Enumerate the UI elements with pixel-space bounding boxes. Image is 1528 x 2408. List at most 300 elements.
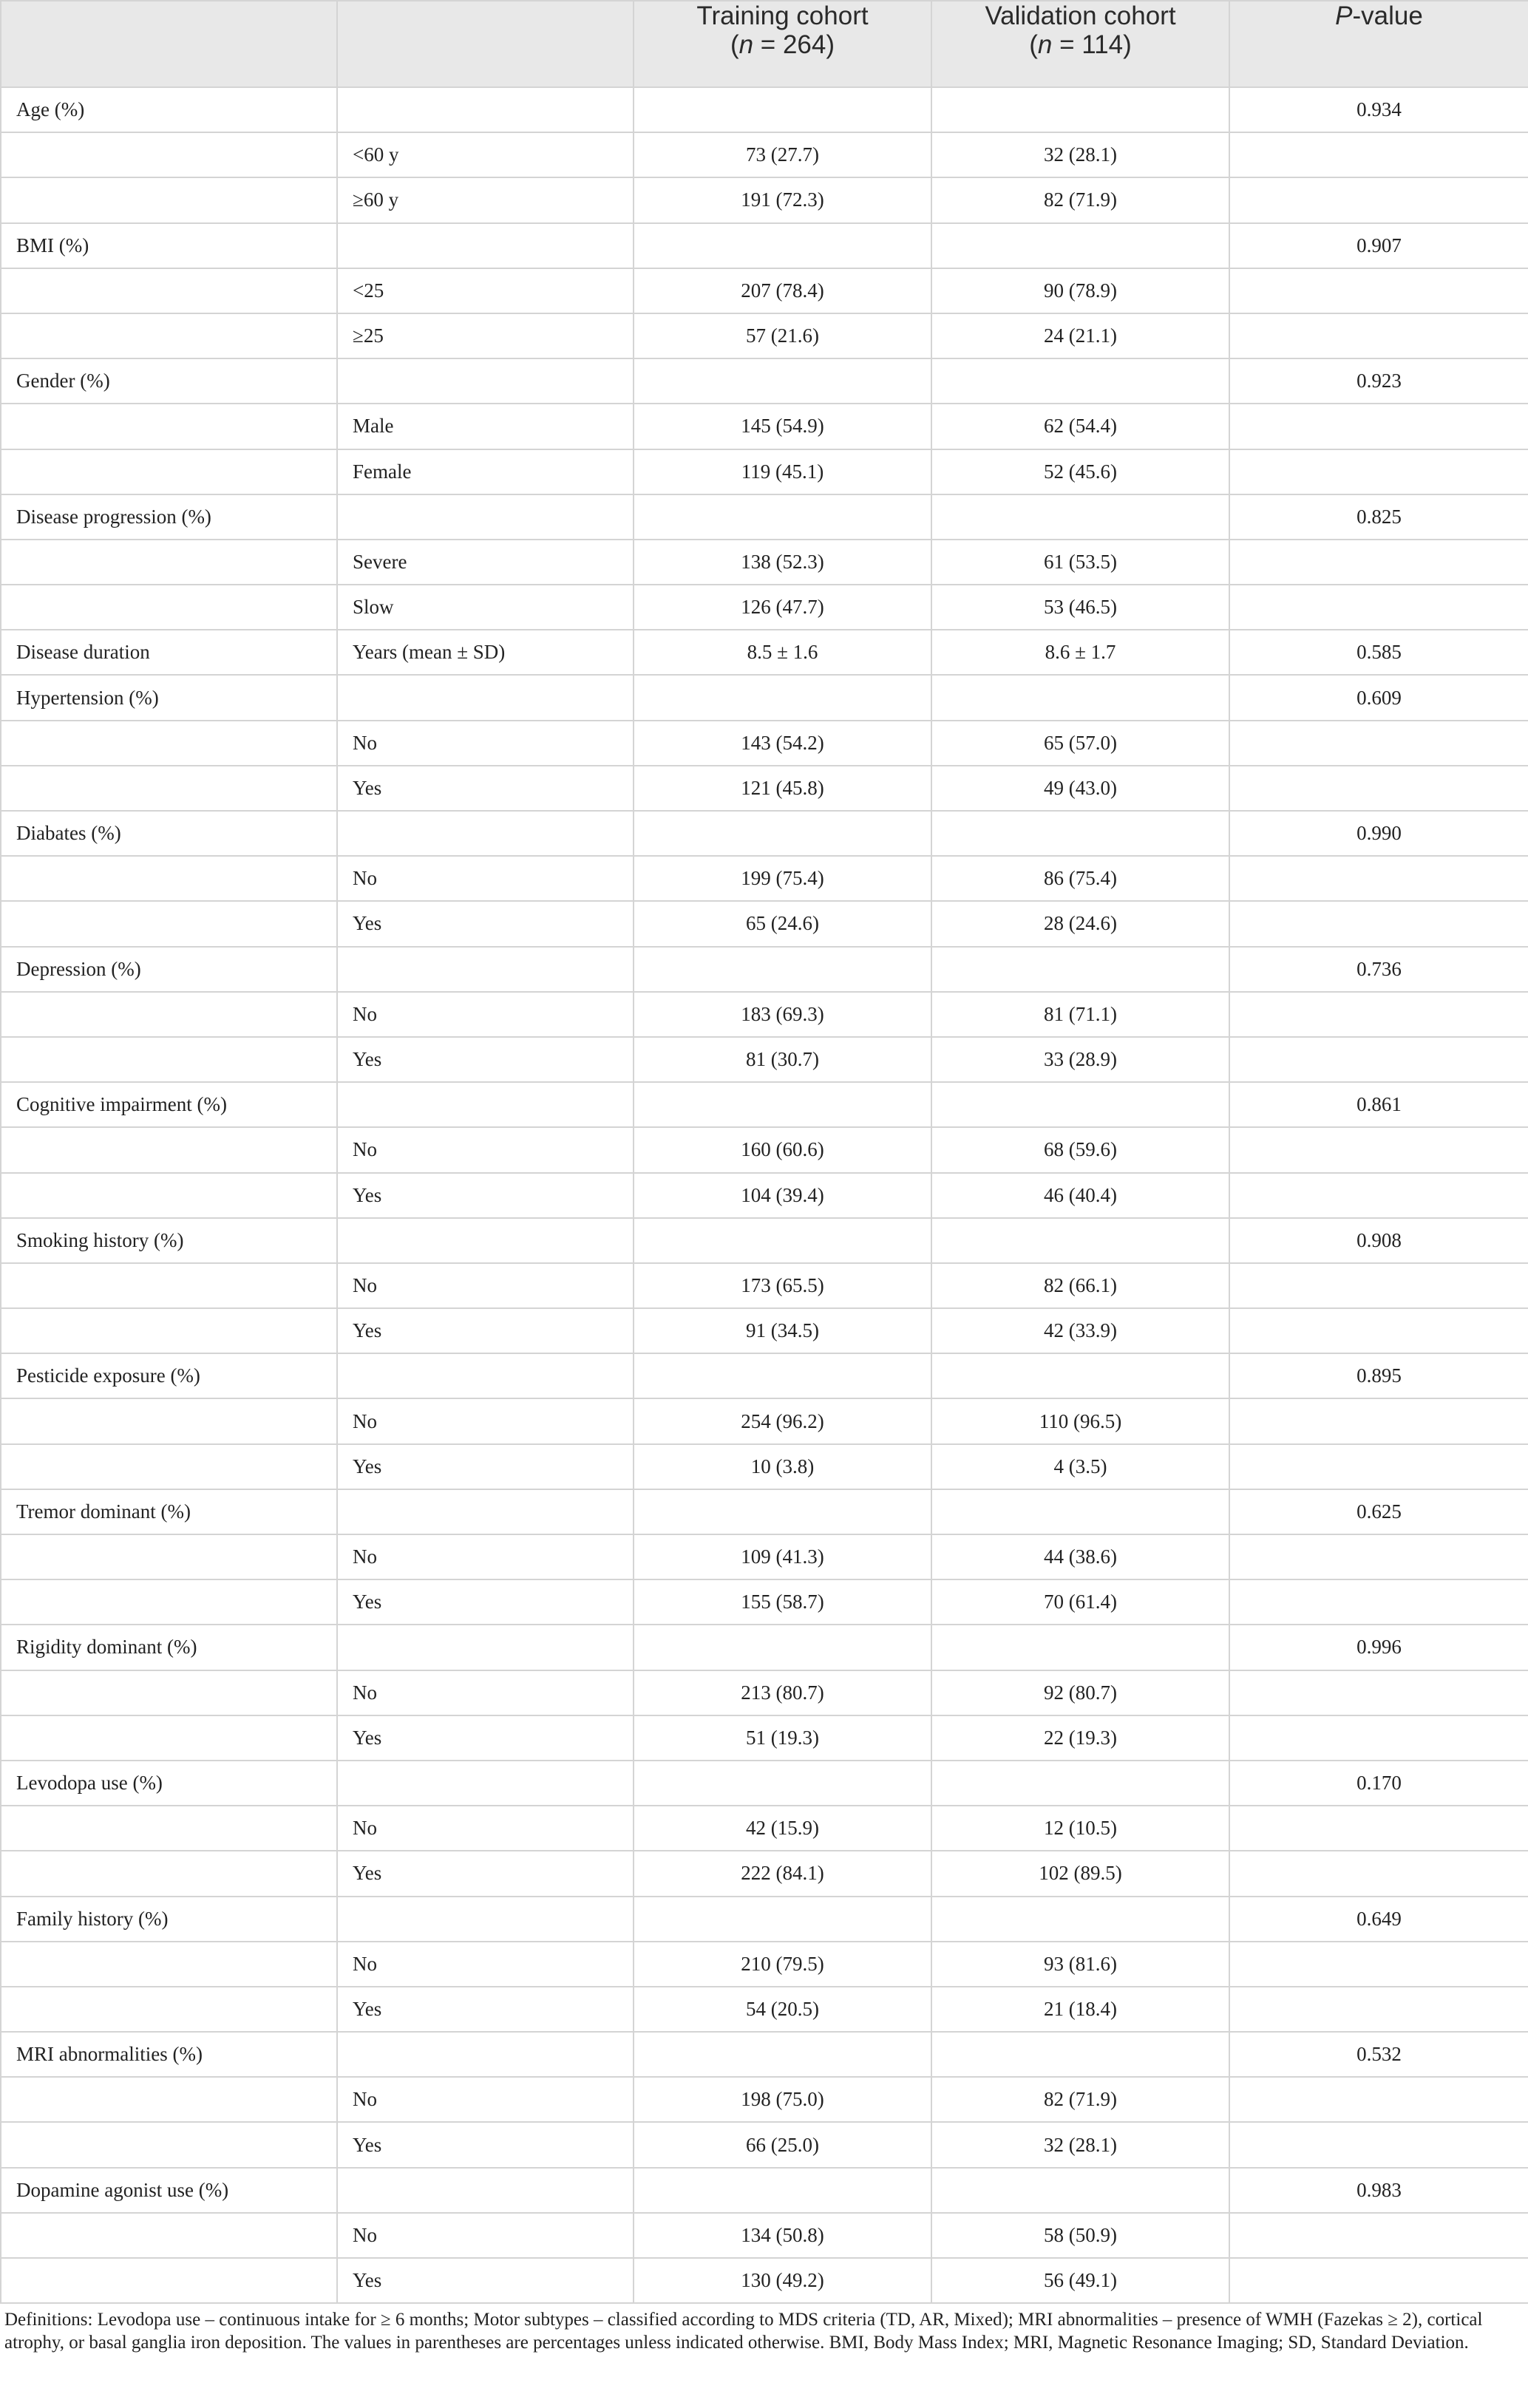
table-row (1, 268, 1528, 313)
subgroup-cell: Male (337, 404, 634, 449)
validation-value-cell: 49 (43.0) (931, 766, 1229, 811)
table-row (1, 1670, 1528, 1715)
p-value-cell (1229, 1942, 1528, 1987)
validation-value-cell: 102 (89.5) (931, 1851, 1229, 1896)
table-row (1, 1579, 1528, 1625)
subgroup-cell: Yes (337, 1579, 634, 1625)
validation-value-cell (931, 1761, 1229, 1806)
training-value-cell: 210 (79.5) (634, 1942, 931, 1987)
variable-cell (1, 1534, 337, 1579)
variable-cell (1, 313, 337, 358)
variable-cell: BMI (%) (1, 223, 337, 268)
table-row (1, 947, 1528, 992)
variable-cell: Dopamine agonist use (%) (1, 2168, 337, 2213)
table-row (1, 2077, 1528, 2122)
variable-cell (1, 1308, 337, 1353)
validation-n-open: ( (1029, 30, 1038, 59)
training-value-cell: 126 (47.7) (634, 585, 931, 630)
training-value-cell (634, 2168, 931, 2213)
subgroup-cell: Yes (337, 1444, 634, 1489)
training-value-cell: 66 (25.0) (634, 2122, 931, 2167)
training-value-cell (634, 675, 931, 720)
training-value-cell: 104 (39.4) (634, 1173, 931, 1218)
variable-cell (1, 1444, 337, 1489)
p-value-cell (1229, 268, 1528, 313)
table-row (1, 1173, 1528, 1218)
table-row (1, 2213, 1528, 2258)
p-value-cell: 0.625 (1229, 1489, 1528, 1534)
subgroup-cell (337, 358, 634, 404)
header-p-value (1229, 1, 1528, 87)
variable-cell (1, 132, 337, 177)
table-row (1, 358, 1528, 404)
variable-cell (1, 1127, 337, 1172)
subgroup-cell (337, 1625, 634, 1670)
subgroup-cell (337, 1489, 634, 1534)
validation-value-cell: 33 (28.9) (931, 1037, 1229, 1082)
subgroup-cell: No (337, 1942, 634, 1987)
validation-value-cell: 21 (18.4) (931, 1987, 1229, 2032)
table-row (1, 1082, 1528, 1127)
training-value-cell (634, 87, 931, 132)
variable-cell (1, 2122, 337, 2167)
subgroup-cell (337, 494, 634, 540)
subgroup-cell: No (337, 1806, 634, 1851)
training-value-cell: 145 (54.9) (634, 404, 931, 449)
table-row (1, 1489, 1528, 1534)
p-value-cell (1229, 766, 1528, 811)
subgroup-cell: Yes (337, 1037, 634, 1082)
header-variable (1, 1, 337, 87)
validation-value-cell (931, 2168, 1229, 2213)
validation-value-cell: 56 (49.1) (931, 2258, 1229, 2303)
variable-cell (1, 1715, 337, 1761)
p-value-cell: 0.996 (1229, 1625, 1528, 1670)
validation-value-cell: 90 (78.9) (931, 268, 1229, 313)
variable-cell: Smoking history (%) (1, 1218, 337, 1263)
p-value-cell: 0.923 (1229, 358, 1528, 404)
training-value-cell: 119 (45.1) (634, 449, 931, 494)
p-value-cell: 0.895 (1229, 1353, 1528, 1398)
p-value-cell: 0.170 (1229, 1761, 1528, 1806)
variable-cell (1, 1398, 337, 1443)
variable-cell (1, 404, 337, 449)
training-value-cell (634, 358, 931, 404)
table-row (1, 449, 1528, 494)
training-value-cell: 134 (50.8) (634, 2213, 931, 2258)
header-training-cohort (634, 1, 931, 87)
training-value-cell (634, 223, 931, 268)
validation-value-cell: 65 (57.0) (931, 721, 1229, 766)
subgroup-cell: No (337, 2213, 634, 2258)
header-row (1, 1, 1528, 87)
subgroup-cell: Slow (337, 585, 634, 630)
subgroup-cell (337, 947, 634, 992)
subgroup-cell (337, 223, 634, 268)
validation-value-cell (931, 1625, 1229, 1670)
table-row (1, 766, 1528, 811)
training-value-cell (634, 1625, 931, 1670)
p-value-cell: 0.934 (1229, 87, 1528, 132)
training-value-cell: 191 (72.3) (634, 177, 931, 222)
table-row (1, 1625, 1528, 1670)
training-value-cell: 138 (52.3) (634, 540, 931, 585)
table-row (1, 1398, 1528, 1443)
p-value-cell (1229, 585, 1528, 630)
validation-value-cell (931, 1218, 1229, 1263)
subgroup-cell (337, 1218, 634, 1263)
training-n-open: ( (730, 30, 739, 59)
variable-cell: Disease progression (%) (1, 494, 337, 540)
p-value-cell (1229, 901, 1528, 946)
table-row (1, 811, 1528, 856)
variable-cell (1, 721, 337, 766)
validation-value-cell (931, 87, 1229, 132)
p-value-cell (1229, 2122, 1528, 2167)
variable-cell (1, 2213, 337, 2258)
table-row (1, 1127, 1528, 1172)
table-row (1, 540, 1528, 585)
p-value-cell (1229, 992, 1528, 1037)
table-row (1, 494, 1528, 540)
training-value-cell: 57 (21.6) (634, 313, 931, 358)
subgroup-cell: No (337, 856, 634, 901)
p-value-cell (1229, 404, 1528, 449)
p-value-cell (1229, 1579, 1528, 1625)
validation-value-cell (931, 947, 1229, 992)
validation-value-cell (931, 1353, 1229, 1398)
subgroup-cell (337, 811, 634, 856)
training-value-cell: 10 (3.8) (634, 1444, 931, 1489)
validation-n-value: = 114) (1052, 30, 1132, 59)
validation-value-cell (931, 223, 1229, 268)
table-row (1, 177, 1528, 222)
training-value-cell (634, 494, 931, 540)
training-value-cell: 155 (58.7) (634, 1579, 931, 1625)
p-value-cell: 0.990 (1229, 811, 1528, 856)
p-value-cell: 0.907 (1229, 223, 1528, 268)
p-value-cell (1229, 1308, 1528, 1353)
validation-value-cell: 4 (3.5) (931, 1444, 1229, 1489)
variable-cell (1, 1942, 337, 1987)
p-value-cell (1229, 449, 1528, 494)
p-value-cell: 0.825 (1229, 494, 1528, 540)
subgroup-cell: No (337, 992, 634, 1037)
training-value-cell: 183 (69.3) (634, 992, 931, 1037)
training-value-cell: 254 (96.2) (634, 1398, 931, 1443)
validation-value-cell (931, 811, 1229, 856)
training-value-cell: 199 (75.4) (634, 856, 931, 901)
validation-value-cell: 110 (96.5) (931, 1398, 1229, 1443)
training-value-cell: 42 (15.9) (634, 1806, 931, 1851)
table-row (1, 1897, 1528, 1942)
subgroup-cell: No (337, 1670, 634, 1715)
subgroup-cell: ≥25 (337, 313, 634, 358)
variable-cell (1, 856, 337, 901)
subgroup-cell: Yes (337, 901, 634, 946)
table-row (1, 2032, 1528, 2077)
validation-value-cell: 42 (33.9) (931, 1308, 1229, 1353)
variable-cell (1, 449, 337, 494)
table-row (1, 1851, 1528, 1896)
p-value-cell: 0.983 (1229, 2168, 1528, 2213)
table-row (1, 901, 1528, 946)
table-footnote: Definitions: Levodopa use – continuous intake for ≥ 6 months; Motor subtypes – classified according to MDS criteria (TD, AR, Mixed); MRI abnormalities – presence of WMH (Fazekas ≥ 2), cortical atrophy, or basal ganglia iron deposition. The values in parentheses are percentages unless indicated otherwise. BMI, Body Mass Index; MRI, Magnetic Resonance Imaging; SD, Standard Deviation. (4, 2310, 1483, 2353)
table-row (1, 1942, 1528, 1987)
variable-cell (1, 1263, 337, 1308)
validation-value-cell: 32 (28.1) (931, 132, 1229, 177)
training-value-cell: 109 (41.3) (634, 1534, 931, 1579)
table-row (1, 585, 1528, 630)
table-row (1, 721, 1528, 766)
p-value-cell: 0.908 (1229, 1218, 1528, 1263)
validation-value-cell: 24 (21.1) (931, 313, 1229, 358)
subgroup-cell: Yes (337, 766, 634, 811)
p-value-cell: 0.532 (1229, 2032, 1528, 2077)
variable-cell: Cognitive impairment (%) (1, 1082, 337, 1127)
variable-cell: Levodopa use (%) (1, 1761, 337, 1806)
variable-cell (1, 1851, 337, 1896)
validation-value-cell: 68 (59.6) (931, 1127, 1229, 1172)
validation-value-cell: 82 (71.9) (931, 177, 1229, 222)
subgroup-cell (337, 675, 634, 720)
validation-value-cell: 52 (45.6) (931, 449, 1229, 494)
table-row (1, 1444, 1528, 1489)
p-value-cell (1229, 2258, 1528, 2303)
training-value-cell (634, 811, 931, 856)
subgroup-cell: ≥60 y (337, 177, 634, 222)
variable-cell: Disease duration (1, 630, 337, 675)
table-row (1, 630, 1528, 675)
p-value-cell (1229, 721, 1528, 766)
p-value-cell: 0.609 (1229, 675, 1528, 720)
subgroup-cell (337, 1082, 634, 1127)
subgroup-cell: No (337, 2077, 634, 2122)
table-row (1, 675, 1528, 720)
variable-cell: Family history (%) (1, 1897, 337, 1942)
variable-cell: MRI abnormalities (%) (1, 2032, 337, 2077)
variable-cell: Gender (%) (1, 358, 337, 404)
training-value-cell (634, 1489, 931, 1534)
training-value-cell: 54 (20.5) (634, 1987, 931, 2032)
variable-cell (1, 2077, 337, 2122)
subgroup-cell: Yes (337, 2258, 634, 2303)
training-value-cell: 8.5 ± 1.6 (634, 630, 931, 675)
variable-cell (1, 585, 337, 630)
table-row (1, 1218, 1528, 1263)
training-value-cell: 81 (30.7) (634, 1037, 931, 1082)
training-value-cell: 73 (27.7) (634, 132, 931, 177)
validation-value-cell: 22 (19.3) (931, 1715, 1229, 1761)
p-value-cell (1229, 856, 1528, 901)
subgroup-cell: Yes (337, 2122, 634, 2167)
table-row (1, 1534, 1528, 1579)
subgroup-cell: No (337, 721, 634, 766)
variable-cell: Rigidity dominant (%) (1, 1625, 337, 1670)
p-value-cell (1229, 1173, 1528, 1218)
subgroup-cell (337, 1761, 634, 1806)
p-value-cell (1229, 2077, 1528, 2122)
subgroup-cell: Severe (337, 540, 634, 585)
training-value-cell: 65 (24.6) (634, 901, 931, 946)
training-value-cell (634, 1082, 931, 1127)
training-value-cell: 213 (80.7) (634, 1670, 931, 1715)
validation-n-var: n (1037, 30, 1053, 59)
validation-value-cell: 86 (75.4) (931, 856, 1229, 901)
p-value-cell (1229, 1851, 1528, 1896)
validation-value-cell (931, 358, 1229, 404)
p-value-cell (1229, 540, 1528, 585)
table-row (1, 132, 1528, 177)
validation-value-cell: 46 (40.4) (931, 1173, 1229, 1218)
validation-value-cell (931, 1489, 1229, 1534)
variable-cell (1, 1987, 337, 2032)
subgroup-cell: No (337, 1127, 634, 1172)
p-value-cell: 0.649 (1229, 1897, 1528, 1942)
subgroup-cell: Yes (337, 1851, 634, 1896)
p-value-suffix: -value (1352, 1, 1423, 30)
validation-value-cell: 61 (53.5) (931, 540, 1229, 585)
p-value-cell (1229, 313, 1528, 358)
variable-cell: Age (%) (1, 87, 337, 132)
variable-cell: Depression (%) (1, 947, 337, 992)
p-value-cell (1229, 1263, 1528, 1308)
p-value-cell (1229, 1670, 1528, 1715)
variable-cell (1, 992, 337, 1037)
p-value-cell (1229, 1127, 1528, 1172)
training-value-cell: 121 (45.8) (634, 766, 931, 811)
p-value-cell (1229, 1444, 1528, 1489)
training-value-cell: 51 (19.3) (634, 1715, 931, 1761)
validation-value-cell: 28 (24.6) (931, 901, 1229, 946)
header-subgroup (337, 1, 634, 87)
training-cohort-title: Training cohort (696, 1, 869, 30)
training-value-cell: 198 (75.0) (634, 2077, 931, 2122)
variable-cell: Hypertension (%) (1, 675, 337, 720)
table-row (1, 992, 1528, 1037)
training-value-cell: 207 (78.4) (634, 268, 931, 313)
subgroup-cell: Yes (337, 1715, 634, 1761)
validation-value-cell: 70 (61.4) (931, 1579, 1229, 1625)
p-value-cell: 0.861 (1229, 1082, 1528, 1127)
training-value-cell (634, 1761, 931, 1806)
training-value-cell: 143 (54.2) (634, 721, 931, 766)
variable-cell (1, 1037, 337, 1082)
table-body (1, 87, 1528, 2303)
table-row (1, 1263, 1528, 1308)
validation-value-cell: 12 (10.5) (931, 1806, 1229, 1851)
training-value-cell (634, 1353, 931, 1398)
p-value-cell (1229, 1398, 1528, 1443)
p-value-cell: 0.585 (1229, 630, 1528, 675)
subgroup-cell: No (337, 1534, 634, 1579)
training-n-value: = 264) (753, 30, 835, 59)
validation-value-cell: 93 (81.6) (931, 1942, 1229, 1987)
table-row (1, 2168, 1528, 2213)
p-value-cell (1229, 1987, 1528, 2032)
training-value-cell: 222 (84.1) (634, 1851, 931, 1896)
subgroup-cell: Yes (337, 1308, 634, 1353)
subgroup-cell: <25 (337, 268, 634, 313)
table-row (1, 1037, 1528, 1082)
training-n-var: n (738, 30, 754, 59)
subgroup-cell: Yes (337, 1987, 634, 2032)
p-value-letter: P (1335, 1, 1353, 30)
validation-value-cell: 81 (71.1) (931, 992, 1229, 1037)
table-row (1, 1715, 1528, 1761)
training-value-cell (634, 1218, 931, 1263)
p-value-cell (1229, 132, 1528, 177)
subgroup-cell (337, 2168, 634, 2213)
p-value-cell (1229, 2213, 1528, 2258)
training-value-cell (634, 1897, 931, 1942)
validation-value-cell: 44 (38.6) (931, 1534, 1229, 1579)
table-row (1, 856, 1528, 901)
table-row (1, 223, 1528, 268)
validation-cohort-title: Validation cohort (985, 1, 1176, 30)
p-value-cell (1229, 1534, 1528, 1579)
training-value-cell (634, 2032, 931, 2077)
validation-value-cell: 58 (50.9) (931, 2213, 1229, 2258)
variable-cell (1, 901, 337, 946)
table-row (1, 1308, 1528, 1353)
validation-value-cell: 62 (54.4) (931, 404, 1229, 449)
table-row (1, 87, 1528, 132)
table-header (1, 1, 1528, 87)
table-row (1, 404, 1528, 449)
validation-value-cell (931, 1897, 1229, 1942)
training-value-cell (634, 947, 931, 992)
p-value-cell (1229, 1037, 1528, 1082)
table-row (1, 1987, 1528, 2032)
variable-cell: Tremor dominant (%) (1, 1489, 337, 1534)
subgroup-cell (337, 2032, 634, 2077)
header-validation-cohort (931, 1, 1229, 87)
variable-cell (1, 177, 337, 222)
variable-cell (1, 2258, 337, 2303)
validation-value-cell: 32 (28.1) (931, 2122, 1229, 2167)
variable-cell: Pesticide exposure (%) (1, 1353, 337, 1398)
validation-value-cell (931, 2032, 1229, 2077)
subgroup-cell: No (337, 1398, 634, 1443)
p-value-cell (1229, 1715, 1528, 1761)
variable-cell (1, 766, 337, 811)
training-value-cell: 173 (65.5) (634, 1263, 931, 1308)
variable-cell (1, 1806, 337, 1851)
p-value-cell: 0.736 (1229, 947, 1528, 992)
validation-value-cell: 82 (66.1) (931, 1263, 1229, 1308)
table-row (1, 1761, 1528, 1806)
validation-value-cell (931, 494, 1229, 540)
validation-value-cell: 82 (71.9) (931, 2077, 1229, 2122)
training-value-cell: 91 (34.5) (634, 1308, 931, 1353)
validation-value-cell (931, 675, 1229, 720)
variable-cell (1, 540, 337, 585)
table-row (1, 2258, 1528, 2303)
variable-cell (1, 1173, 337, 1218)
variable-cell (1, 1670, 337, 1715)
variable-cell: Diabates (%) (1, 811, 337, 856)
variable-cell (1, 268, 337, 313)
subgroup-cell: Years (mean ± SD) (337, 630, 634, 675)
subgroup-cell (337, 1353, 634, 1398)
subgroup-cell (337, 1897, 634, 1942)
validation-value-cell: 53 (46.5) (931, 585, 1229, 630)
training-value-cell: 130 (49.2) (634, 2258, 931, 2303)
subgroup-cell: No (337, 1263, 634, 1308)
subgroup-cell: Yes (337, 1173, 634, 1218)
table-row (1, 313, 1528, 358)
